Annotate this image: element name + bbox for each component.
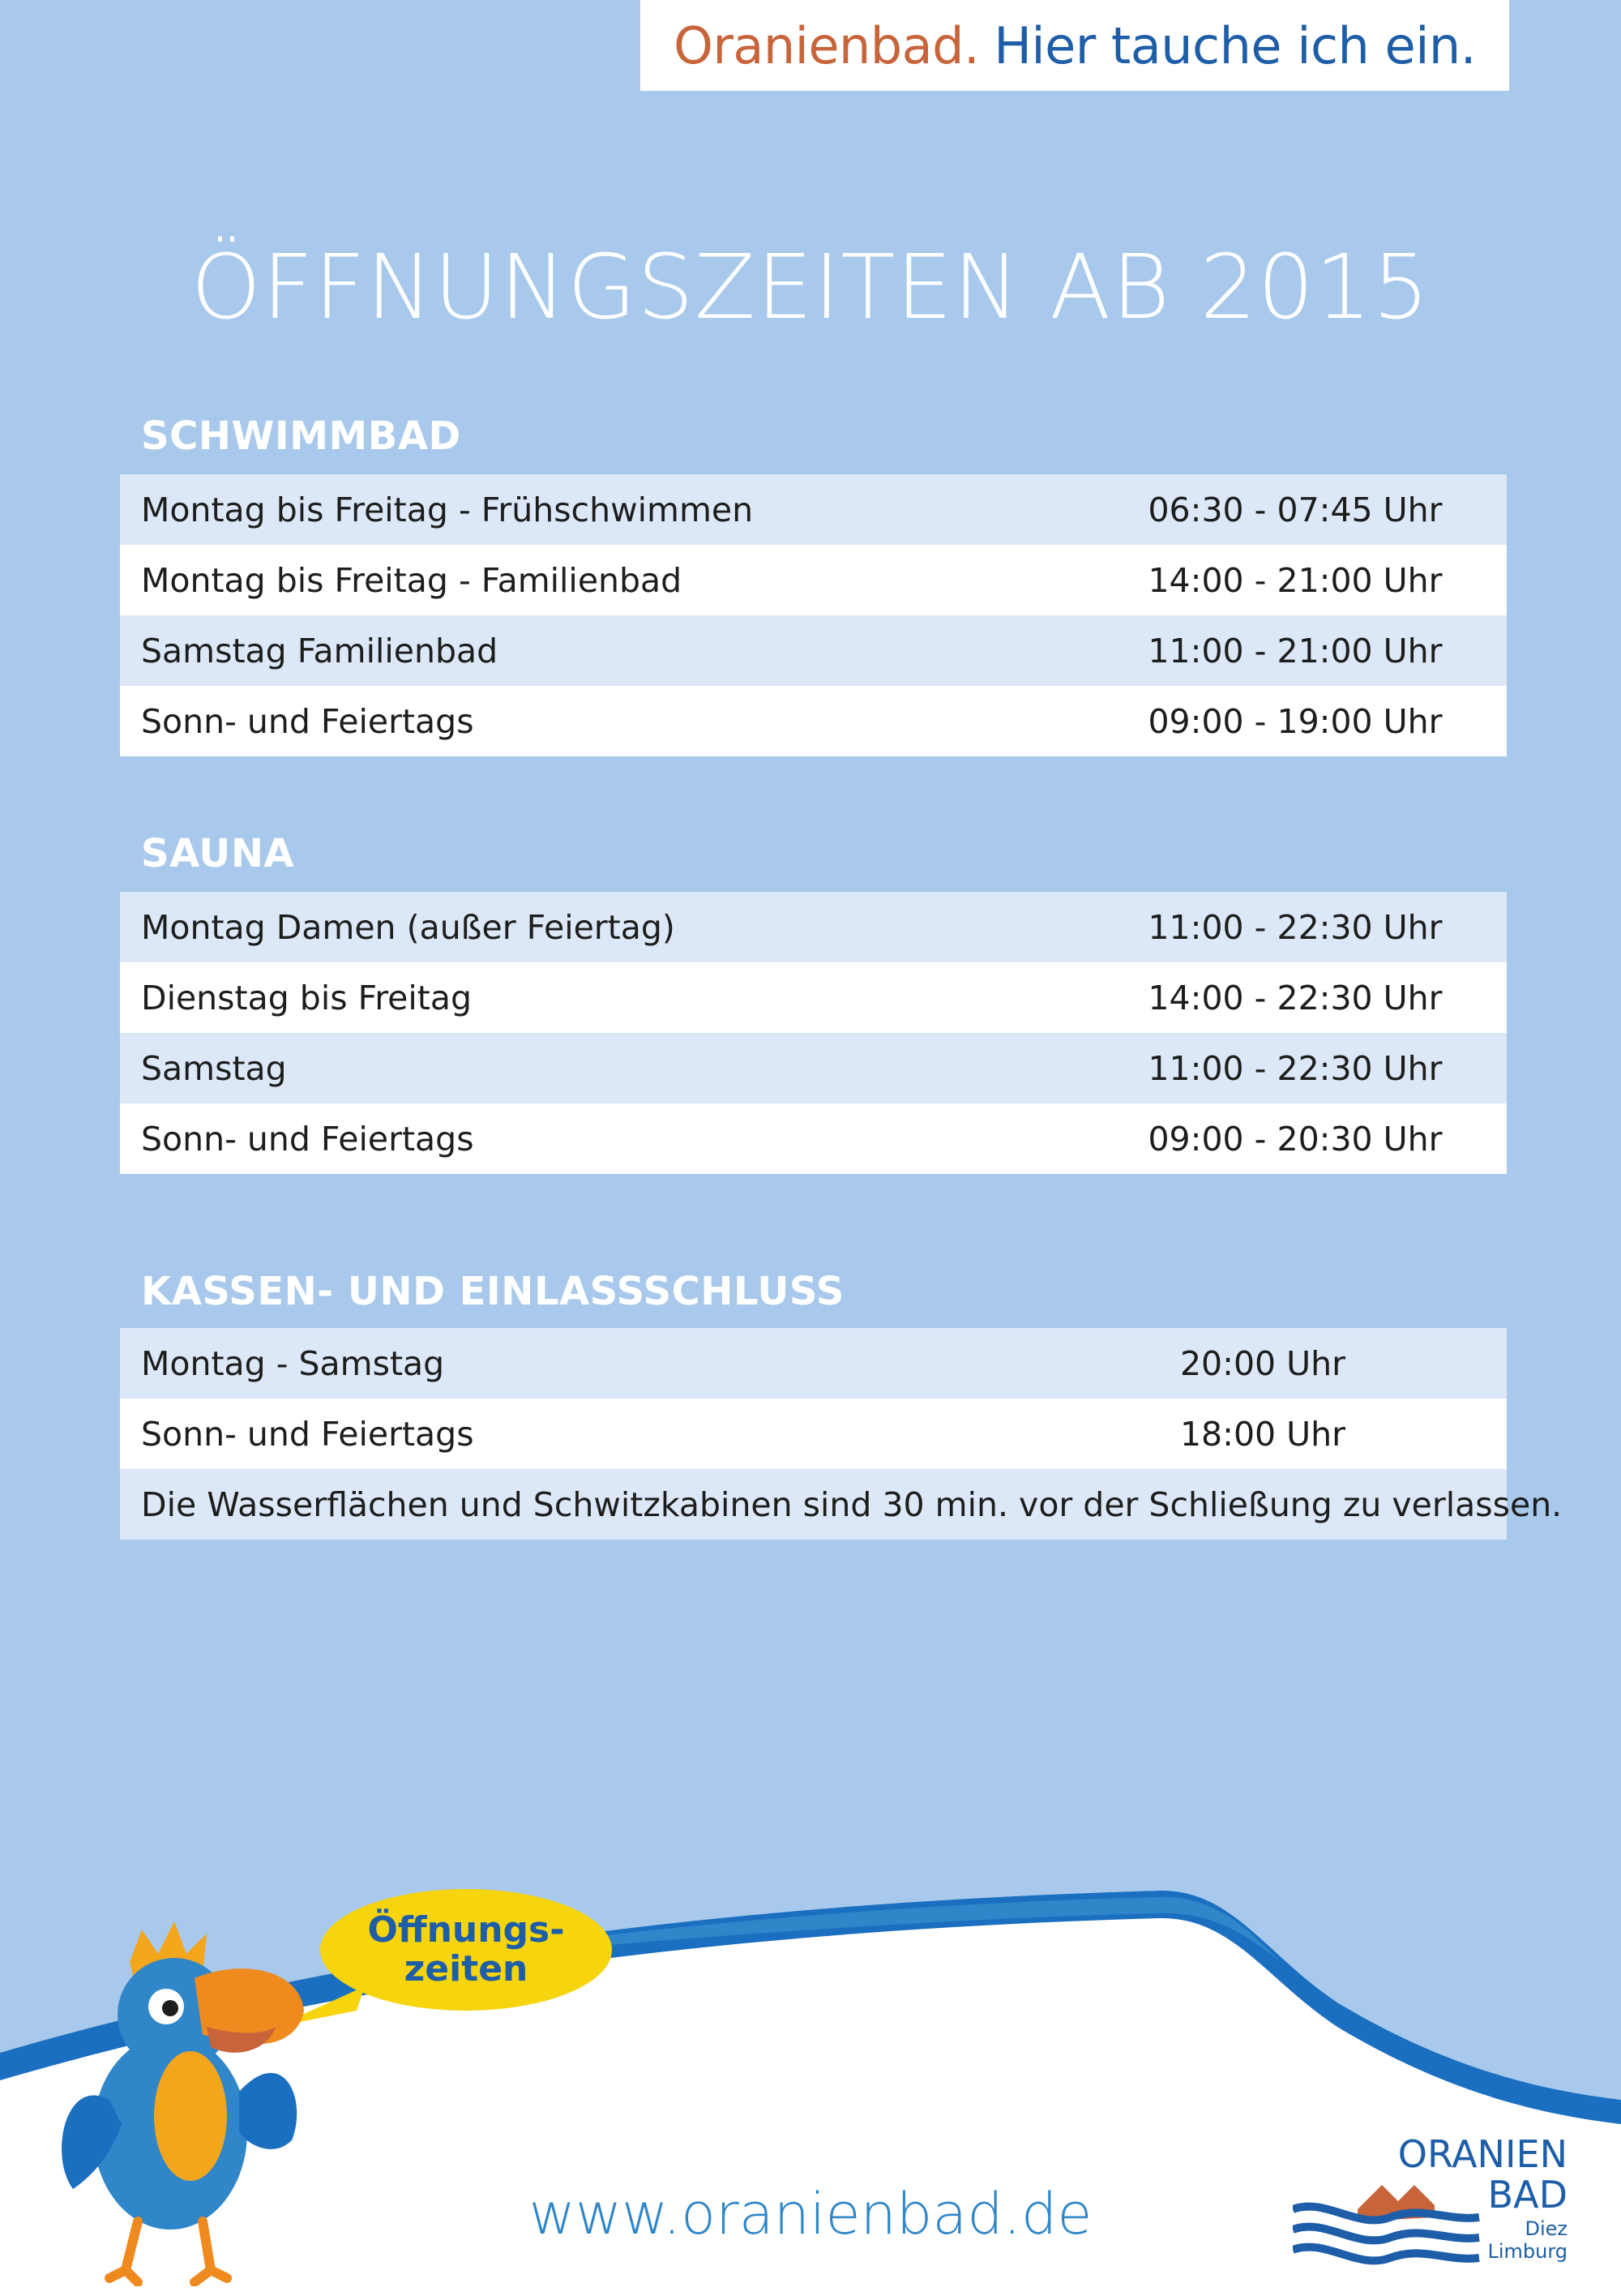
- row-label: Samstag: [141, 1048, 287, 1088]
- row-label: Samstag Familienbad: [141, 631, 498, 670]
- logo-line-4: Limburg: [1487, 2240, 1568, 2263]
- row-time: 09:00 - 20:30 Uhr: [1148, 1119, 1443, 1159]
- section-title-kassenschluss: KASSEN- UND EINLASSSCHLUSS: [141, 1269, 845, 1314]
- logo-line-3: Diez: [1525, 2217, 1568, 2240]
- row-time: 09:00 - 19:00 Uhr: [1148, 701, 1443, 741]
- website-url[interactable]: www.oranienbad.de: [528, 2181, 1093, 2247]
- row-time: 11:00 - 22:30 Uhr: [1148, 907, 1443, 947]
- bubble-line-1: Öffnungs-: [367, 1908, 565, 1951]
- row-time: 20:00 Uhr: [1179, 1343, 1346, 1383]
- table-row: [120, 1103, 1507, 1174]
- closing-note: Die Wasserflächen und Schwitzkabinen sind 30 min. vor der Schließung zu verlassen.: [141, 1484, 1563, 1524]
- table-kassenschluss: [120, 1328, 1563, 1540]
- row-label: Montag - Samstag: [141, 1343, 445, 1383]
- table-schwimmbad: [120, 474, 1507, 756]
- row-time: 18:00 Uhr: [1179, 1414, 1346, 1454]
- table-row: [120, 474, 1507, 545]
- row-time: 06:30 - 07:45 Uhr: [1148, 490, 1443, 529]
- table-row: [120, 545, 1507, 615]
- slogan-text: Hier tauche ich ein.: [994, 15, 1476, 75]
- table-row: [120, 615, 1507, 686]
- row-label: Sonn- und Feiertags: [141, 1414, 474, 1454]
- logo-line-1: ORANIEN: [1397, 2132, 1568, 2176]
- slogan-banner: [640, 0, 1509, 91]
- row-label: Sonn- und Feiertags: [141, 701, 474, 741]
- section-title-schwimmbad: SCHWIMMBAD: [141, 413, 461, 459]
- table-sauna: [120, 892, 1507, 1174]
- table-row: [120, 962, 1507, 1033]
- table-row: [120, 1328, 1507, 1399]
- table-row: [120, 1399, 1507, 1469]
- row-time: 11:00 - 22:30 Uhr: [1148, 1048, 1443, 1088]
- speech-bubble: [320, 1889, 612, 2011]
- bubble-line-2: zeiten: [404, 1948, 528, 1990]
- row-label: Montag bis Freitag - Frühschwimmen: [141, 490, 754, 529]
- logo-line-2: BAD: [1487, 2173, 1568, 2217]
- row-time: 14:00 - 21:00 Uhr: [1148, 560, 1443, 600]
- table-row: [120, 892, 1507, 962]
- logo-waves-icon: [1293, 2173, 1503, 2278]
- row-time: 14:00 - 22:30 Uhr: [1148, 978, 1443, 1017]
- page-title: ÖFFNUNGSZEITEN AB 2015: [190, 235, 1431, 339]
- row-label: Dienstag bis Freitag: [141, 978, 472, 1017]
- row-time: 11:00 - 21:00 Uhr: [1148, 631, 1443, 670]
- table-row: [120, 686, 1507, 756]
- row-label: Montag bis Freitag - Familienbad: [141, 560, 682, 600]
- table-row-note: [120, 1469, 1563, 1540]
- row-label: Sonn- und Feiertags: [141, 1119, 474, 1159]
- table-row: [120, 1033, 1507, 1103]
- section-title-sauna: SAUNA: [141, 831, 295, 876]
- row-label: Montag Damen (außer Feiertag): [141, 907, 675, 947]
- slogan-brand: Oranienbad.: [674, 15, 980, 75]
